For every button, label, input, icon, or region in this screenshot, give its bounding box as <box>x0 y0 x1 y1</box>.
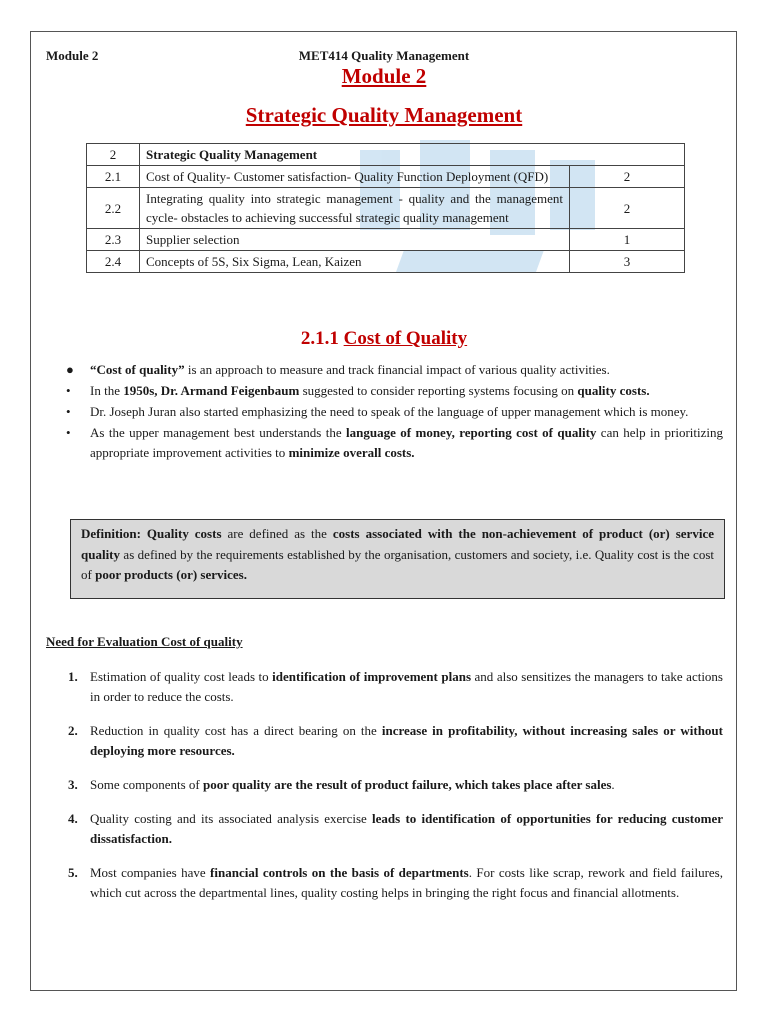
list-item: 3. Some components of poor quality are the result of product failure, which takes place after sales. <box>68 777 615 792</box>
module-title: Module 2 <box>341 64 427 88</box>
bullet-icon: • <box>66 425 71 440</box>
row-number: 2.1 <box>87 166 140 188</box>
need-evaluation-list <box>66 667 723 917</box>
list-item: 5. Most companies have financial controls on the basis of departments. For costs like scrap, rework and field failures, which cut across the departmental lines, quality costing helps in bringing the right focus and financial allotments. <box>68 865 723 900</box>
table-row <box>87 188 685 229</box>
row-hours: 2 <box>570 166 685 188</box>
row-topic: Concepts of 5S, Six Sigma, Lean, Kaizen <box>140 251 570 273</box>
list-item: ● “Cost of quality” is an approach to measure and track financial impact of various quality activities. <box>66 360 723 380</box>
table-row <box>87 251 685 273</box>
row-topic: Cost of Quality- Customer satisfaction- Quality Function Deployment (QFD) <box>140 166 570 188</box>
section-number: 2.1.1 <box>300 328 339 349</box>
table-crop-edge <box>80 314 695 326</box>
cost-of-quality-bullets <box>66 360 723 464</box>
list-item: 2. Reduction in quality cost has a direct bearing on the increase in profitability, without increasing sales or without deploying more resources. <box>68 723 723 758</box>
row-number: 2 <box>87 144 140 166</box>
table-row <box>87 144 685 166</box>
definition-box: Definition: Quality costs are defined as the costs associated with the non-achievement of product (or) service quality as defined by the requirements established by the organisation, customers and society, i.e. Quality cost is the cost of poor products (or) services. <box>70 519 725 599</box>
row-hours: 1 <box>570 229 685 251</box>
list-item: • As the upper management best understands the language of money, reporting cost of quality can help in prioritizing appropriate improvement activities to minimize overall costs. <box>66 425 724 460</box>
section-title: Cost of Quality <box>343 328 468 349</box>
bullet-icon: ● <box>66 362 74 377</box>
row-hours: 2 <box>570 188 685 229</box>
row-number: 2.3 <box>87 229 140 251</box>
bullet-icon: • <box>66 383 71 398</box>
section-heading <box>0 328 768 350</box>
row-number: 2.4 <box>87 251 140 273</box>
row-hours: 3 <box>570 251 685 273</box>
need-evaluation-heading: Need for Evaluation Cost of quality <box>46 634 243 649</box>
page-title: Strategic Quality Management <box>245 103 523 127</box>
row-topic: Strategic Quality Management <box>140 144 685 166</box>
row-number: 2.2 <box>87 188 140 229</box>
syllabus-table <box>86 143 685 273</box>
list-item: 4. Quality costing and its associated analysis exercise leads to identification of opportunities for reducing customer dissatisfaction. <box>68 811 723 846</box>
bullet-icon: • <box>66 404 71 419</box>
row-topic: Supplier selection <box>140 229 570 251</box>
list-item: 1. Estimation of quality cost leads to identification of improvement plans and also sensitizes the managers to take actions in order to reduce the costs. <box>68 669 723 704</box>
table-row <box>87 229 685 251</box>
row-topic: Integrating quality into strategic management - quality and the management cycle- obstacles to achieving successful strategic quality management <box>140 188 570 229</box>
header-course-title: MET414 Quality Management <box>298 48 470 63</box>
list-item: • In the 1950s, Dr. Armand Feigenbaum suggested to consider reporting systems focusing on quality costs. <box>66 381 723 401</box>
header-module-label: Module 2 <box>46 48 99 63</box>
list-item: • Dr. Joseph Juran also started emphasizing the need to speak of the language of upper management which is money. <box>66 402 723 422</box>
table-row <box>87 166 685 188</box>
